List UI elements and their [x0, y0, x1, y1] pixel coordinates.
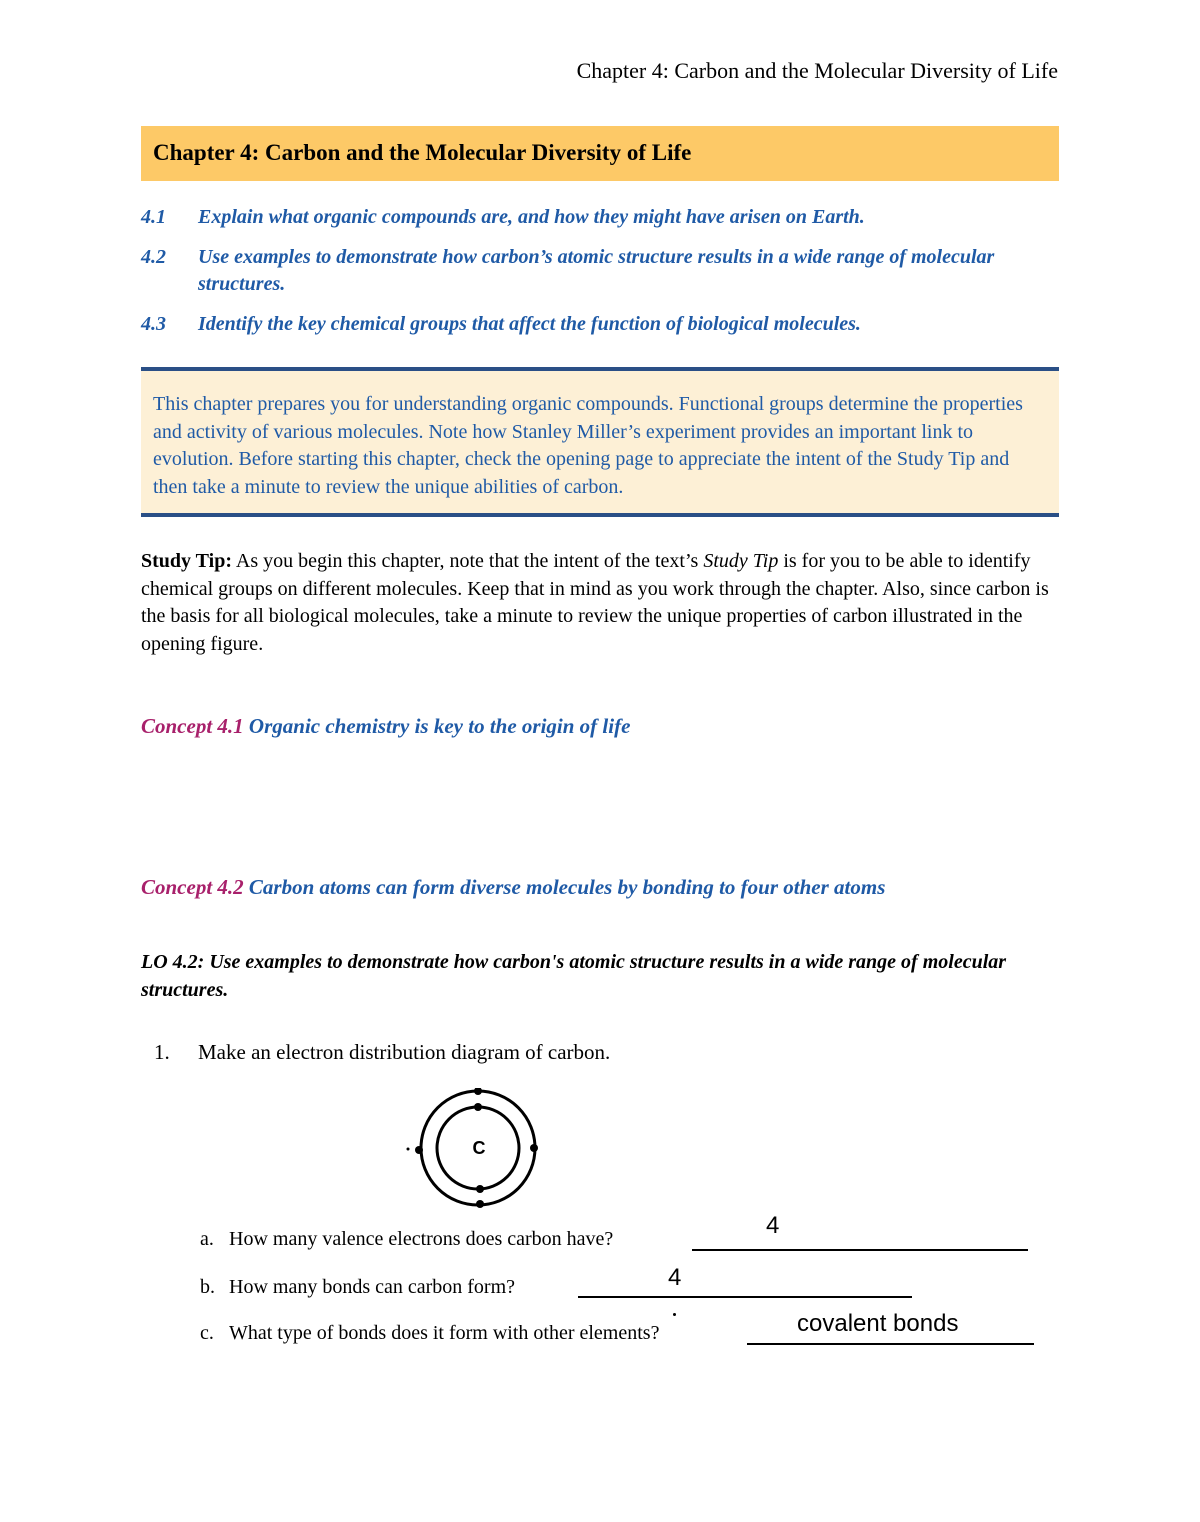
- concept-4-2-heading: [141, 875, 885, 900]
- subquestion-text: How many bonds can carbon form?: [229, 1276, 516, 1298]
- chapter-title-bar: [141, 126, 1059, 181]
- electron: [415, 1146, 423, 1154]
- page-header: [577, 58, 1058, 84]
- answer-line-b[interactable]: [578, 1296, 912, 1298]
- question-text: Make an electron distribution diagram of carbon.: [198, 1040, 611, 1064]
- study-tip-italic: Study Tip: [703, 550, 779, 572]
- carbon-symbol: C: [472, 1138, 486, 1158]
- answer-line-a[interactable]: [692, 1249, 1028, 1251]
- study-tip-text-2: is for you to be able to identify chemical groups on different molecules. Keep that in mind as you work through the chapter. Also, since carbon is the basis for all biological molecules, take a minute to review the unique properties of carbon illustrated in the opening figure.: [141, 550, 1049, 655]
- subquestion-letter: b.: [200, 1276, 215, 1298]
- chapter-title: Chapter 4: Carbon and the Molecular Diversity of Life: [153, 140, 692, 165]
- carbon-electron-diagram: [400, 1088, 550, 1218]
- study-tip-label: Study Tip:: [141, 550, 232, 572]
- subquestion-text: How many valence electrons does carbon have?: [229, 1228, 614, 1250]
- header-title: Carbon and the Molecular Diversity of Life: [668, 58, 1058, 83]
- electron: [474, 1103, 482, 1111]
- electron: [474, 1088, 482, 1095]
- stray-mark: [673, 1313, 676, 1316]
- question-number: 1.: [154, 1040, 170, 1064]
- objective-number: 4.1: [141, 206, 166, 228]
- subquestion-letter: c.: [200, 1322, 214, 1344]
- concept-number: Concept 4.1: [141, 714, 244, 738]
- objective-4-1: [141, 204, 1061, 231]
- header-chapter: Chapter 4:: [576, 58, 669, 83]
- objective-text: Identify the key chemical groups that affect the function of biological molecules.: [198, 313, 861, 335]
- objective-text: Use examples to demonstrate how carbon’s atomic structure results in a wide range of molecular structures.: [198, 246, 995, 295]
- electron: [476, 1185, 484, 1193]
- subquestion-text: What type of bonds does it form with other elements?: [229, 1322, 660, 1344]
- study-tip-text-1: As you begin this chapter, note that the intent of the text’s: [232, 550, 704, 572]
- concept-text: Carbon atoms can form diverse molecules by bonding to four other atoms: [243, 875, 886, 899]
- learning-objective: [141, 948, 1066, 1004]
- chapter-prep-box: [141, 367, 1059, 517]
- electron: [530, 1144, 538, 1152]
- objective-4-2: [141, 244, 1061, 298]
- concept-number: Concept 4.2: [141, 875, 244, 899]
- objective-number: 4.2: [141, 246, 166, 268]
- lo-text: LO 4.2: Use examples to demonstrate how carbon's atomic structure results in a wide range of molecular structures.: [141, 951, 1007, 1001]
- stray-mark: [407, 1148, 410, 1151]
- concept-4-1-heading: [141, 714, 630, 739]
- electron: [476, 1200, 484, 1208]
- answer-b: 4: [668, 1264, 682, 1291]
- objective-number: 4.3: [141, 313, 166, 335]
- objective-text: Explain what organic compounds are, and how they might have arisen on Earth.: [198, 206, 865, 228]
- objective-4-3: [141, 311, 1061, 338]
- answer-c: covalent bonds: [797, 1310, 959, 1337]
- question-1: [154, 1040, 611, 1065]
- prep-text: This chapter prepares you for understanding organic compounds. Functional groups determine the properties and activity of various molecules. Note how Stanley Miller’s experiment provides an important link to evolution. Before starting this chapter, check the opening page to appreciate the intent of the Study Tip and then take a minute to review the unique abilities of carbon.: [153, 393, 1023, 498]
- answer-a: 4: [766, 1212, 780, 1239]
- study-tip-paragraph: [141, 548, 1066, 658]
- subquestion-letter: a.: [200, 1228, 214, 1250]
- concept-text: Organic chemistry is key to the origin of life: [243, 714, 631, 738]
- answer-line-c[interactable]: [747, 1343, 1034, 1345]
